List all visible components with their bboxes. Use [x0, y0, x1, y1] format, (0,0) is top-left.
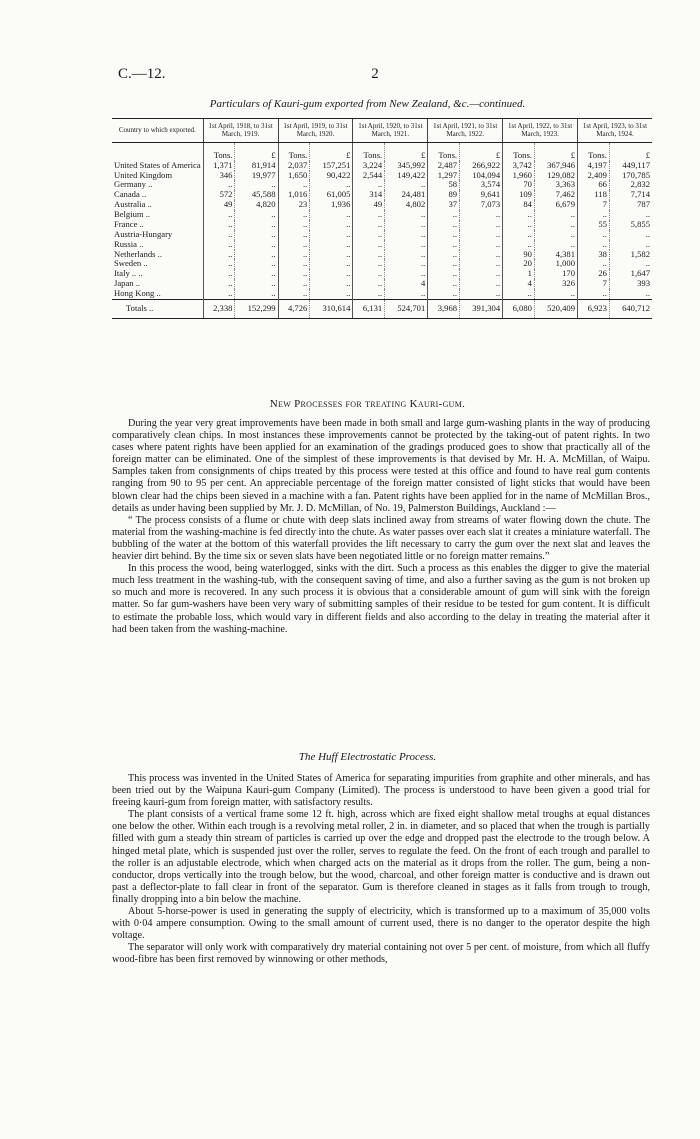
tons-cell: 118: [578, 190, 610, 200]
tons-cell: ..: [353, 250, 385, 260]
value-cell: 7,462: [534, 190, 577, 200]
tons-cell: ..: [503, 230, 535, 240]
value-cell: ..: [310, 250, 353, 260]
value-cell: ..: [310, 269, 353, 279]
country-cell: Canada ..: [114, 189, 147, 200]
section-body-huff-process: [112, 773, 650, 967]
tons-cell: ..: [278, 269, 310, 279]
tons-cell: ..: [353, 259, 385, 269]
tons-cell: ..: [353, 230, 385, 240]
value-cell: ..: [460, 230, 503, 240]
value-cell: ..: [310, 279, 353, 289]
tons-cell: 3,224: [353, 161, 385, 171]
kauri-gum-export-table: [112, 118, 652, 319]
unit-tons: Tons.: [503, 142, 535, 160]
value-cell: 45,588: [235, 190, 278, 200]
tons-cell: ..: [428, 210, 460, 220]
country-cell: Japan ..: [114, 278, 141, 289]
tons-cell: ..: [278, 240, 310, 250]
value-cell: ..: [609, 210, 652, 220]
tons-cell: ..: [428, 259, 460, 269]
section-heading-new-processes: New Processes for treating Kauri-gum.: [269, 398, 466, 410]
tons-cell: ..: [353, 289, 385, 299]
value-cell: ..: [310, 220, 353, 230]
value-cell: ..: [460, 220, 503, 230]
value-cell: 787: [609, 200, 652, 210]
value-cell: ..: [609, 230, 652, 240]
tons-cell: 37: [428, 200, 460, 210]
paragraph: The plant consists of a vertical frame some 12 ft. high, across which are fixed eight shallow metal troughs at equal distances one below the other. Within each trough is a revolving metal roller, 2 in. in diameter, and so placed that when the trough is partially filled with gum a steady thin stream of particles is carried up over the edge and dropped past the electrode to the trough below. A hinged metal plate, which is suspended just over the roller, serves to regulate the feed. On the front of each trough and parallel to the roller is an adjustable electrode, which when charged acts on the material as it drops from the roller. The gum, being a non-conductor, drops vertically into the trough below, but the wood, charcoal, and other foreign matter is conductive and is drawn out past a deflector-plate to fall clear in front of the separator. Gum is therefore cleaned in stages as it falls from trough to trough, finally dropping into a bin below the machine.: [112, 809, 650, 905]
country-cell: Sweden ..: [114, 258, 148, 269]
tons-cell: 1,371: [203, 161, 235, 171]
tons-cell: 346: [203, 171, 235, 181]
value-cell: ..: [460, 269, 503, 279]
tons-cell: ..: [203, 289, 235, 299]
value-cell: 5,855: [609, 220, 652, 230]
country-cell: Germany ..: [114, 179, 153, 190]
tons-cell: ..: [428, 230, 460, 240]
value-cell: 1,936: [310, 200, 353, 210]
quoted-paragraph: “ The process consists of a flume or chute with deep slats inclined away from streams of water flowing down the chute. The material from the washing-machine is fed directly into the chute. As water passes over each slat it creates a miniature waterfall. The bubbling of the water at the bottom of this waterfall provides the lift necessary to carry the gum over the next slat and leaves the heavier dirt behind. By the time six or seven slats have been negotiated little or no foreign matter remains.”: [112, 514, 650, 563]
tons-cell: 66: [578, 180, 610, 190]
tons-cell: ..: [428, 279, 460, 289]
unit-tons: Tons.: [278, 142, 310, 160]
tons-cell: ..: [278, 210, 310, 220]
value-cell: ..: [609, 259, 652, 269]
value-cell: 90,422: [310, 171, 353, 181]
country-cell: Belgium ..: [114, 209, 151, 220]
unit-pounds: £: [609, 142, 652, 160]
tons-cell: 4: [503, 279, 535, 289]
tons-cell: ..: [278, 180, 310, 190]
value-cell: 524,701: [385, 299, 428, 318]
tons-cell: ..: [203, 180, 235, 190]
tons-cell: 1: [503, 269, 535, 279]
tons-cell: ..: [578, 289, 610, 299]
tons-cell: ..: [503, 240, 535, 250]
value-cell: 170,785: [609, 171, 652, 181]
tons-cell: ..: [353, 269, 385, 279]
tons-cell: 26: [578, 269, 610, 279]
value-cell: ..: [385, 230, 428, 240]
tons-cell: 572: [203, 190, 235, 200]
tons-cell: ..: [353, 210, 385, 220]
tons-cell: ..: [203, 240, 235, 250]
unit-pounds: £: [310, 142, 353, 160]
country-column-header: Country to which exported.: [112, 119, 203, 143]
tons-cell: 1,016: [278, 190, 310, 200]
tons-cell: ..: [503, 289, 535, 299]
tons-cell: 6,131: [353, 299, 385, 318]
value-cell: 170: [534, 269, 577, 279]
page-number: 2: [371, 66, 379, 82]
country-cell: United States of America: [114, 159, 201, 170]
unit-tons: Tons.: [353, 142, 385, 160]
value-cell: 640,712: [609, 299, 652, 318]
totals-row: [112, 299, 652, 318]
tons-cell: ..: [578, 210, 610, 220]
value-cell: ..: [310, 289, 353, 299]
value-cell: 3,363: [534, 180, 577, 190]
value-cell: ..: [235, 220, 278, 230]
period-header: 1st April, 1923, to 31st March, 1924.: [578, 119, 652, 143]
tons-cell: 3,742: [503, 161, 535, 171]
value-cell: 1,000: [534, 259, 577, 269]
paragraph: In this process the wood, being waterlogged, sinks with the dirt. Such a process as this enables the digger to give the material much less treatment in the washing-tub, with the consequent saving of time, and also a further saving as the gum is not broken up so much and more is recovered. In any such process it is obvious that a considerable amount of gum will sink with the foreign matter. So far gum-washers have been very wary of submitting samples of their residue to be tested for gum content. It is difficult to estimate the probable loss, which would vary in different fields and also according to the delay in treating the material after it had been taken from the washing-machine.: [112, 563, 650, 635]
value-cell: ..: [235, 240, 278, 250]
value-cell: ..: [460, 279, 503, 289]
country-cell: Russia ..: [114, 238, 144, 249]
tons-cell: 2,487: [428, 161, 460, 171]
value-cell: ..: [385, 240, 428, 250]
paragraph: This process was invented in the United States of America for separating impurities from graphite and other minerals, and has been tried out by the Waipuna Kauri-gum Company (Limited). The process is understood to have been given a good trial for freeing kauri-gum from foreign matter, with satisfactory results.: [112, 773, 650, 809]
value-cell: 345,992: [385, 161, 428, 171]
value-cell: ..: [235, 210, 278, 220]
tons-cell: 49: [353, 200, 385, 210]
tons-cell: 109: [503, 190, 535, 200]
period-header: 1st April, 1921, to 31st March, 1922.: [428, 119, 503, 143]
tons-cell: ..: [203, 279, 235, 289]
value-cell: ..: [235, 289, 278, 299]
value-cell: 449,117: [609, 161, 652, 171]
tons-cell: ..: [428, 269, 460, 279]
value-cell: 9,641: [460, 190, 503, 200]
tons-cell: 1,960: [503, 171, 535, 181]
tons-cell: ..: [428, 289, 460, 299]
value-cell: ..: [385, 180, 428, 190]
tons-cell: ..: [278, 279, 310, 289]
tons-cell: ..: [353, 220, 385, 230]
tons-cell: 49: [203, 200, 235, 210]
value-cell: ..: [235, 269, 278, 279]
tons-cell: ..: [278, 220, 310, 230]
value-cell: 19,977: [235, 171, 278, 181]
value-cell: 24,481: [385, 190, 428, 200]
unit-pounds: £: [385, 142, 428, 160]
tons-cell: ..: [203, 269, 235, 279]
tons-cell: ..: [278, 259, 310, 269]
value-cell: 7,073: [460, 200, 503, 210]
value-cell: ..: [235, 180, 278, 190]
tons-cell: ..: [578, 240, 610, 250]
tons-cell: 58: [428, 180, 460, 190]
tons-cell: ..: [203, 259, 235, 269]
value-cell: ..: [310, 230, 353, 240]
tons-cell: ..: [578, 230, 610, 240]
tons-cell: 84: [503, 200, 535, 210]
value-cell: ..: [609, 289, 652, 299]
paragraph: The separator will only work with comparatively dry material containing not over 5 per cent. of moisture, from which all fluffy wood-fibre has been first removed by winnowing or other methods,: [112, 942, 650, 966]
value-cell: ..: [460, 210, 503, 220]
tons-cell: ..: [203, 250, 235, 260]
tons-cell: 89: [428, 190, 460, 200]
tons-cell: ..: [278, 250, 310, 260]
value-cell: 4,802: [385, 200, 428, 210]
tons-cell: ..: [503, 220, 535, 230]
tons-cell: 6,080: [503, 299, 535, 318]
tons-cell: 4,197: [578, 161, 610, 171]
period-header: 1st April, 1918, to 31st March, 1919.: [203, 119, 278, 143]
tons-cell: 2,338: [203, 299, 235, 318]
value-cell: ..: [235, 250, 278, 260]
value-cell: 104,094: [460, 171, 503, 181]
value-cell: ..: [310, 240, 353, 250]
tons-cell: ..: [353, 240, 385, 250]
value-cell: ..: [460, 240, 503, 250]
value-cell: 310,614: [310, 299, 353, 318]
value-cell: 367,946: [534, 161, 577, 171]
value-cell: 326: [534, 279, 577, 289]
units-row: [112, 142, 652, 160]
document-reference: C.—12.: [118, 66, 166, 82]
value-cell: ..: [609, 240, 652, 250]
tons-cell: 38: [578, 250, 610, 260]
value-cell: 61,005: [310, 190, 353, 200]
tons-cell: 6,923: [578, 299, 610, 318]
value-cell: 1,582: [609, 250, 652, 260]
tons-cell: 2,037: [278, 161, 310, 171]
tons-cell: 70: [503, 180, 535, 190]
tons-cell: 90: [503, 250, 535, 260]
tons-cell: ..: [578, 259, 610, 269]
tons-cell: 2,409: [578, 171, 610, 181]
table-header-row: [112, 119, 652, 143]
tons-cell: 55: [578, 220, 610, 230]
unit-tons: Tons.: [203, 142, 235, 160]
value-cell: 266,922: [460, 161, 503, 171]
tons-cell: 7: [578, 200, 610, 210]
value-cell: ..: [534, 210, 577, 220]
country-cell: Australia ..: [114, 199, 152, 210]
value-cell: ..: [385, 259, 428, 269]
table-row: [112, 289, 652, 299]
value-cell: ..: [534, 220, 577, 230]
unit-tons: Tons.: [578, 142, 610, 160]
value-cell: 391,304: [460, 299, 503, 318]
section-body-new-processes: [112, 418, 650, 636]
tons-cell: ..: [278, 289, 310, 299]
tons-cell: 4,726: [278, 299, 310, 318]
value-cell: ..: [385, 250, 428, 260]
tons-cell: 1,650: [278, 171, 310, 181]
value-cell: ..: [534, 230, 577, 240]
tons-cell: ..: [353, 180, 385, 190]
paragraph: About 5-horse-power is used in generating the supply of electricity, which is transformed up to a maximum of 35,000 volts with 0·04 ampere consumption. Owing to the small amount of current used, there is no danger to the operator despite the high voltage.: [112, 906, 650, 942]
unit-pounds: £: [235, 142, 278, 160]
value-cell: 520,409: [534, 299, 577, 318]
unit-pounds: £: [460, 142, 503, 160]
value-cell: 6,679: [534, 200, 577, 210]
totals-label: Totals ..: [112, 299, 203, 318]
value-cell: ..: [534, 240, 577, 250]
value-cell: ..: [310, 259, 353, 269]
value-cell: ..: [235, 259, 278, 269]
tons-cell: 1,297: [428, 171, 460, 181]
tons-cell: ..: [428, 250, 460, 260]
value-cell: 4,820: [235, 200, 278, 210]
country-cell: Austria-Hungary: [114, 228, 173, 239]
tons-cell: ..: [353, 279, 385, 289]
section-heading-huff-process: The Huff Electrostatic Process.: [298, 751, 437, 763]
value-cell: ..: [385, 269, 428, 279]
tons-cell: ..: [278, 230, 310, 240]
value-cell: ..: [385, 210, 428, 220]
value-cell: 149,422: [385, 171, 428, 181]
value-cell: ..: [310, 180, 353, 190]
value-cell: ..: [460, 289, 503, 299]
period-header: 1st April, 1919, to 31st March, 1920.: [278, 119, 353, 143]
tons-cell: ..: [203, 230, 235, 240]
value-cell: ..: [460, 250, 503, 260]
country-cell: Italy .. ..: [114, 268, 143, 279]
tons-cell: 23: [278, 200, 310, 210]
country-cell: Netherlands ..: [114, 248, 162, 259]
country-cell: Hong Kong ..: [114, 288, 161, 299]
paragraph: During the year very great improvements have been made in both small and large gum-washing plants in the way of producing comparatively clean chips. In most instances these improvements cannot be protected by the taking-out of patent rights. In two cases where patent rights have been applied for an examination of the gradings produced goes to show that practically all of the foreign matter can be eliminated. One of the simplest of these improvements is that devised by Mr. H. A. McMillan, of Waipu. Samples taken from consignments of chips treated by this process were tested at this office and found to have real gum contents ranging from 90 to 95 per cent. An appreciable percentage of the foreign matter consisted of light sticks that would have been blown clear had the chips been sieved in a machine with a fan. Patent rights have been applied for in the name of McMillan Bros., details as under having been supplied by Mr. J. D. McMillan, of No. 19, Palmerston Buildings, Auckland :—: [112, 418, 650, 514]
period-header: 1st April, 1922, to 31st March, 1923.: [503, 119, 578, 143]
value-cell: ..: [235, 279, 278, 289]
tons-cell: ..: [203, 220, 235, 230]
tons-cell: ..: [503, 210, 535, 220]
value-cell: ..: [385, 289, 428, 299]
value-cell: 129,082: [534, 171, 577, 181]
tons-cell: 7: [578, 279, 610, 289]
tons-cell: ..: [428, 240, 460, 250]
value-cell: 157,251: [310, 161, 353, 171]
unit-tons: Tons.: [428, 142, 460, 160]
tons-cell: 314: [353, 190, 385, 200]
country-cell: France ..: [114, 218, 144, 229]
value-cell: ..: [310, 210, 353, 220]
value-cell: 4,381: [534, 250, 577, 260]
table-title: Particulars of Kauri-gum exported from New Zealand, &c.—continued.: [209, 98, 526, 110]
value-cell: ..: [460, 259, 503, 269]
tons-cell: ..: [428, 220, 460, 230]
tons-cell: 2,544: [353, 171, 385, 181]
period-header: 1st April, 1920, to 31st March, 1921.: [353, 119, 428, 143]
value-cell: ..: [385, 220, 428, 230]
value-cell: 7,714: [609, 190, 652, 200]
value-cell: 2,832: [609, 180, 652, 190]
unit-pounds: £: [534, 142, 577, 160]
value-cell: ..: [534, 289, 577, 299]
value-cell: 81,914: [235, 161, 278, 171]
value-cell: 1,647: [609, 269, 652, 279]
tons-cell: 3,968: [428, 299, 460, 318]
value-cell: 152,299: [235, 299, 278, 318]
country-cell: United Kingdom: [114, 169, 173, 180]
tons-cell: 20: [503, 259, 535, 269]
value-cell: 393: [609, 279, 652, 289]
value-cell: ..: [235, 230, 278, 240]
value-cell: 3,574: [460, 180, 503, 190]
value-cell: 4: [385, 279, 428, 289]
tons-cell: ..: [203, 210, 235, 220]
